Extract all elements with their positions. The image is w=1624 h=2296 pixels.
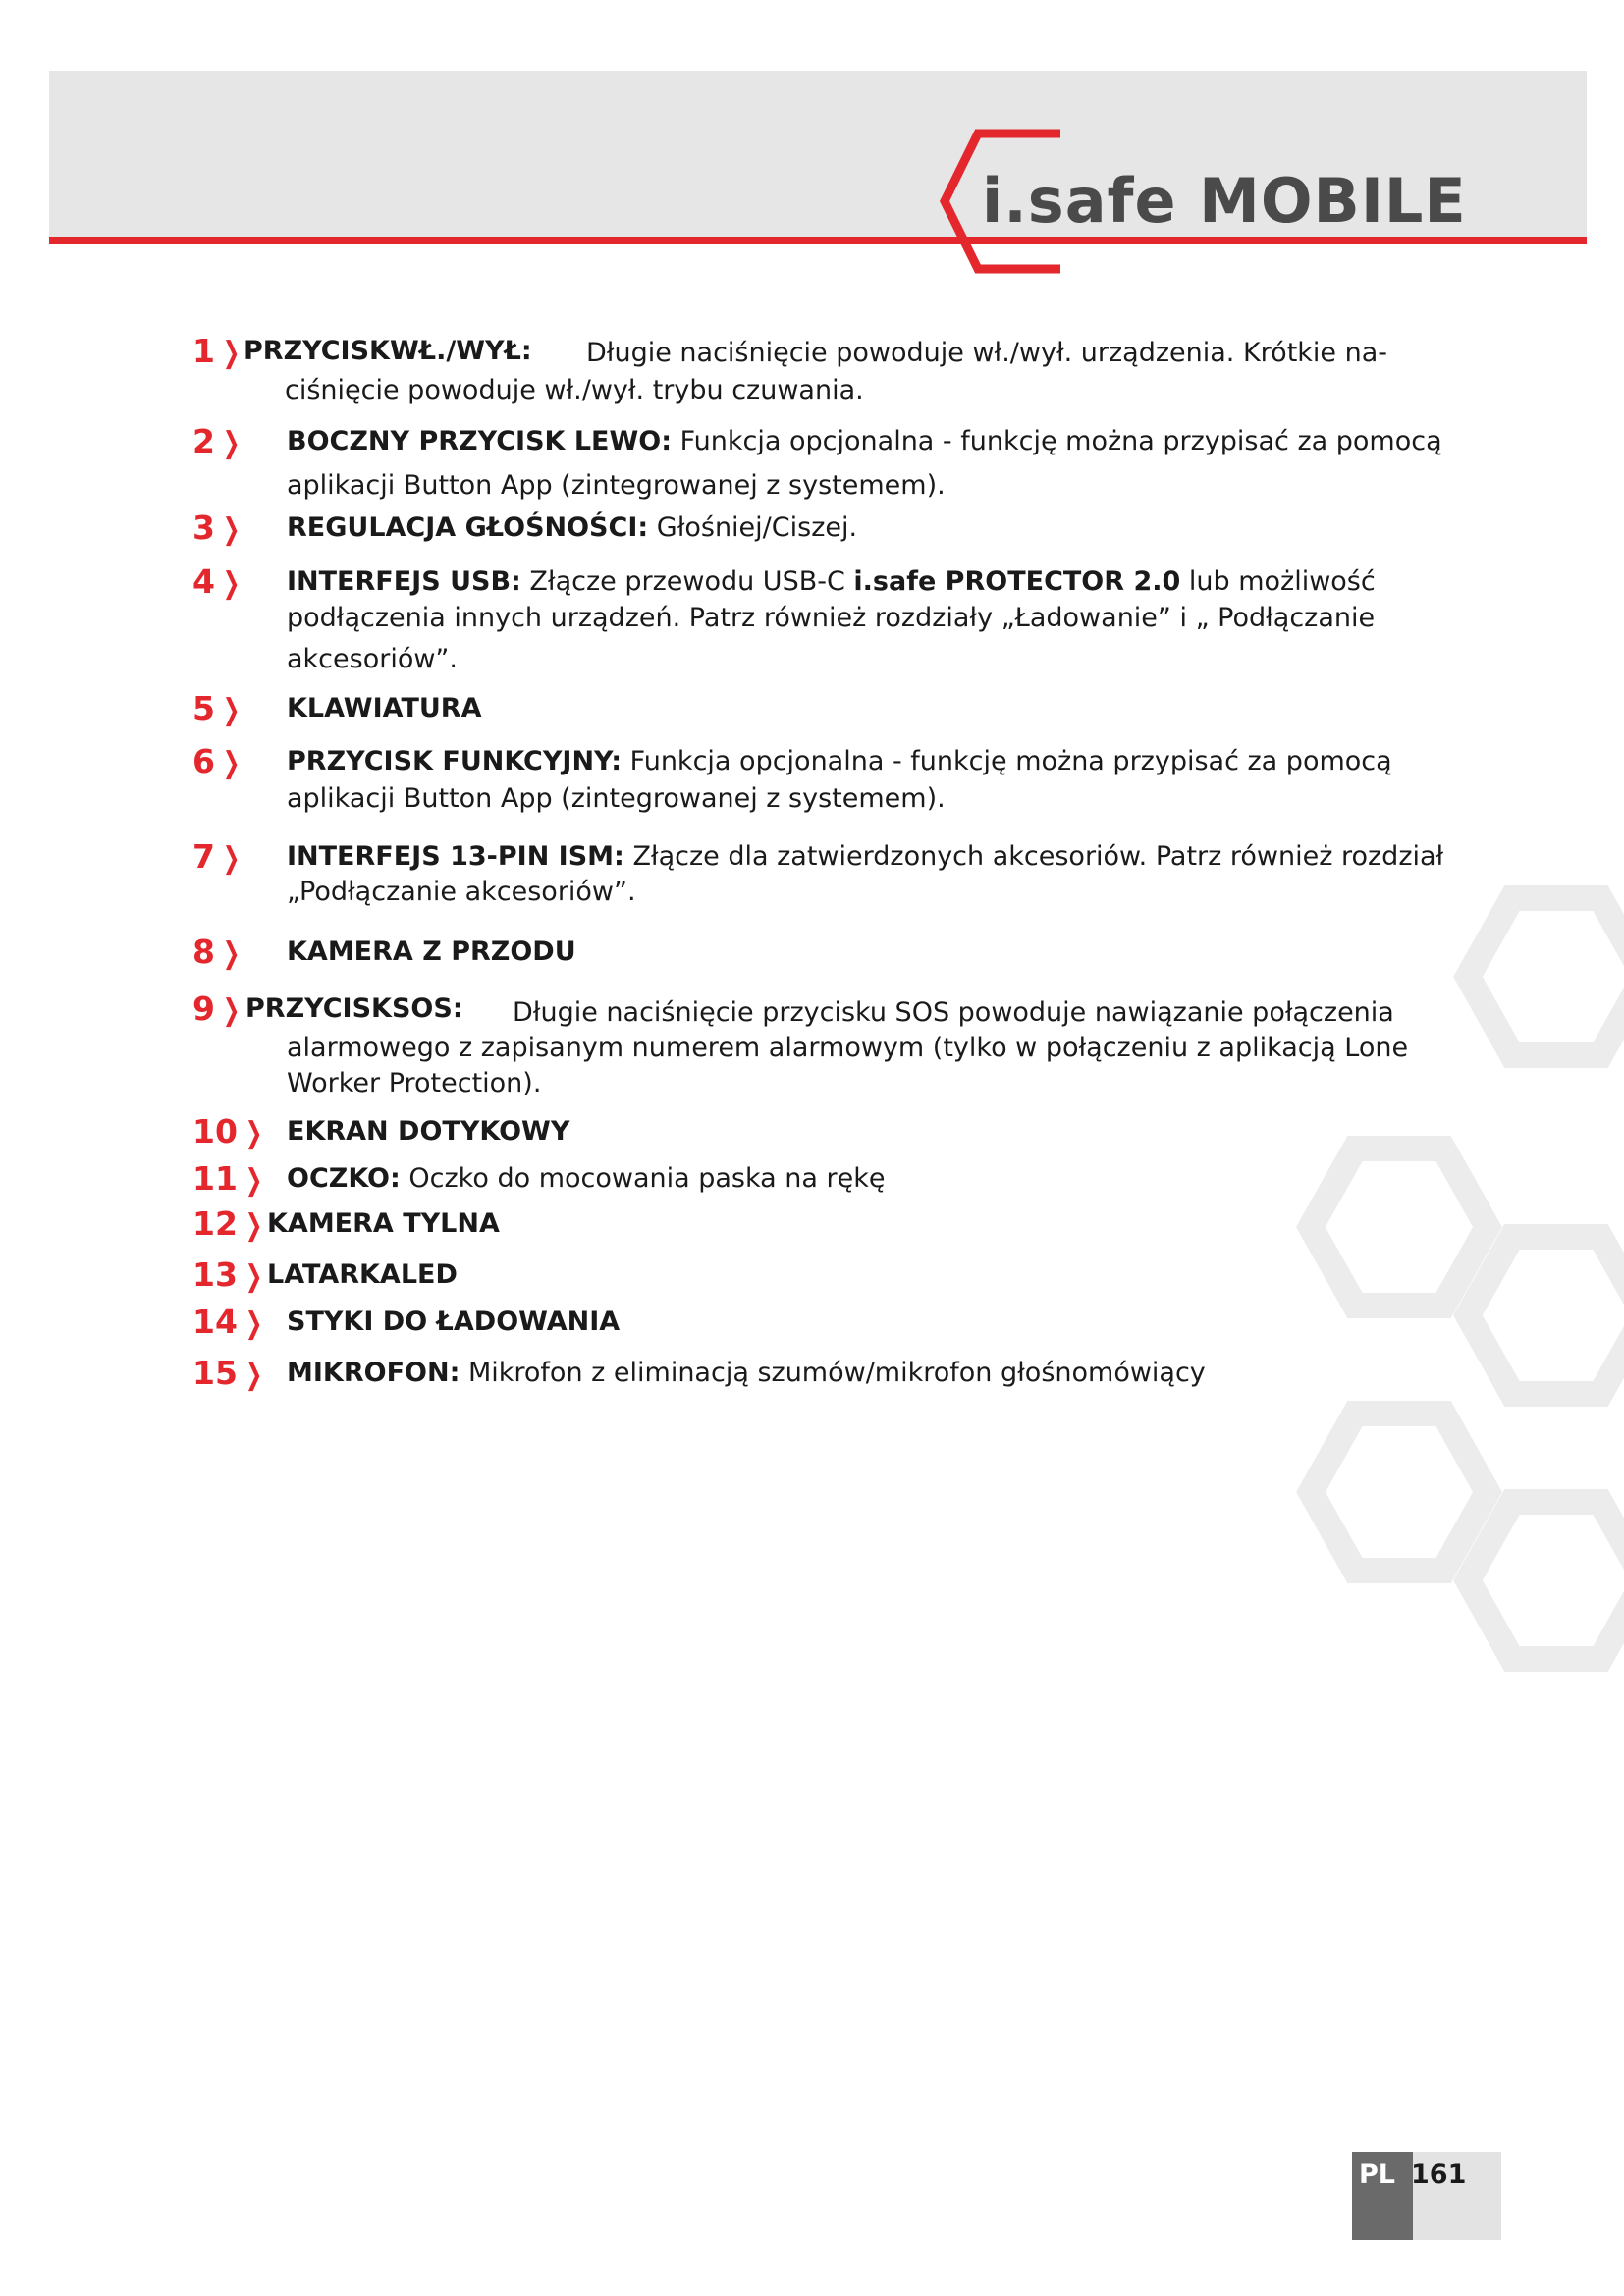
item-description: Funkcja opcjonalna - funkcję można przypisać za pomocą — [679, 426, 1442, 456]
item-description-cont: ciśnięcie powoduje wł./wył. trybu czuwania. — [285, 375, 864, 405]
item-number: 15 ❯ — [192, 1354, 263, 1392]
item-number: 13 ❯ — [192, 1255, 263, 1294]
chevron-right-icon: ❯ — [222, 512, 241, 547]
item-number: 14 ❯ — [192, 1303, 263, 1341]
item-title: OCZKO: — [287, 1163, 401, 1194]
chevron-right-icon: ❯ — [222, 426, 241, 460]
item-title: LATARKALED — [267, 1259, 458, 1290]
page-lang: PL — [1359, 2160, 1395, 2190]
item-description-cont2: Worker Protection). — [287, 1068, 542, 1098]
chevron-right-icon: ❯ — [244, 1116, 263, 1150]
item-number: 9 ❯ — [192, 989, 241, 1028]
chevron-right-icon: ❯ — [222, 993, 241, 1028]
chevron-right-icon: ❯ — [222, 693, 241, 727]
item-description: Głośniej/Ciszej. — [656, 512, 858, 543]
item-description: Złącze przewodu USB-C — [529, 566, 845, 597]
item-description: Złącze dla zatwierdzonych akcesoriów. Patrz również rozdział — [632, 841, 1444, 872]
item-description-end: lub możliwość — [1188, 566, 1376, 597]
item-title: PRZYCISK FUNKCYJNY: — [287, 746, 623, 776]
item-number: 11 ❯ — [192, 1159, 263, 1198]
chevron-right-icon: ❯ — [244, 1259, 263, 1294]
item-title: KAMERA TYLNA — [267, 1208, 500, 1239]
item-number: 6 ❯ — [192, 742, 241, 780]
item-title: KAMERA Z PRZODU — [287, 936, 576, 967]
chevron-right-icon: ❯ — [222, 936, 241, 971]
item-title: PRZYCISKSOS: — [245, 993, 463, 1024]
chevron-right-icon: ❯ — [222, 336, 241, 370]
chevron-right-icon: ❯ — [222, 841, 241, 876]
item-title: EKRAN DOTYKOWY — [287, 1116, 570, 1147]
item-number: 8 ❯ — [192, 933, 241, 971]
item-title: REGULACJA GŁOŚNOŚCI: — [287, 512, 649, 543]
header-red-line — [49, 237, 1587, 244]
item-description: Długie naciśnięcie powoduje wł./wył. urządzenia. Krótkie na- — [586, 338, 1388, 368]
chevron-right-icon: ❯ — [244, 1163, 263, 1198]
product-name: i.safe PROTECTOR 2.0 — [853, 566, 1181, 597]
item-number: 1 ❯ — [192, 332, 241, 370]
item-title: INTERFEJS USB: — [287, 566, 521, 597]
chevron-right-icon: ❯ — [222, 746, 241, 780]
item-title: BOCZNY PRZYCISK LEWO: — [287, 426, 673, 456]
item-number: 3 ❯ — [192, 508, 241, 547]
item-description: Mikrofon z eliminacją szumów/mikrofon głośnomówiący — [467, 1358, 1206, 1388]
item-number: 4 ❯ — [192, 562, 241, 601]
chevron-right-icon: ❯ — [244, 1208, 263, 1243]
item-description-cont: aplikacji Button App (zintegrowanej z systemem). — [287, 470, 946, 501]
item-title: INTERFEJS 13-PIN ISM: — [287, 841, 624, 872]
page-number: 161 — [1411, 2160, 1467, 2190]
item-description: Oczko do mocowania paska na rękę — [408, 1163, 886, 1194]
logo-text: i.safe MOBILE — [982, 165, 1467, 237]
item-description-cont2: akcesoriów”. — [287, 644, 458, 674]
item-title: KLAWIATURA — [287, 693, 482, 723]
item-number: 7 ❯ — [192, 837, 241, 876]
item-number: 5 ❯ — [192, 689, 241, 727]
chevron-right-icon: ❯ — [244, 1307, 263, 1341]
item-number: 12 ❯ — [192, 1204, 263, 1243]
item-title: MIKROFON: — [287, 1358, 460, 1388]
chevron-right-icon: ❯ — [244, 1358, 263, 1392]
item-description: Długie naciśnięcie przycisku SOS powoduje nawiązanie połączenia — [513, 997, 1394, 1028]
item-number: 10 ❯ — [192, 1112, 263, 1150]
chevron-right-icon: ❯ — [222, 566, 241, 601]
item-description: Funkcja opcjonalna - funkcję można przypisać za pomocą — [629, 746, 1392, 776]
item-title: PRZYCISKWŁ./WYŁ: — [244, 336, 532, 366]
item-title: STYKI DO ŁADOWANIA — [287, 1307, 621, 1337]
item-description-cont: podłączenia innych urządzeń. Patrz również rozdziały „Ładowanie” i „ Podłączanie — [287, 603, 1376, 633]
item-description-cont: „Podłączanie akcesoriów”. — [287, 877, 636, 907]
item-number: 2 ❯ — [192, 422, 241, 460]
item-description-cont: aplikacji Button App (zintegrowanej z systemem). — [287, 783, 946, 814]
item-description-cont: alarmowego z zapisanym numerem alarmowym (tylko w połączeniu z aplikacją Lone — [287, 1033, 1409, 1063]
